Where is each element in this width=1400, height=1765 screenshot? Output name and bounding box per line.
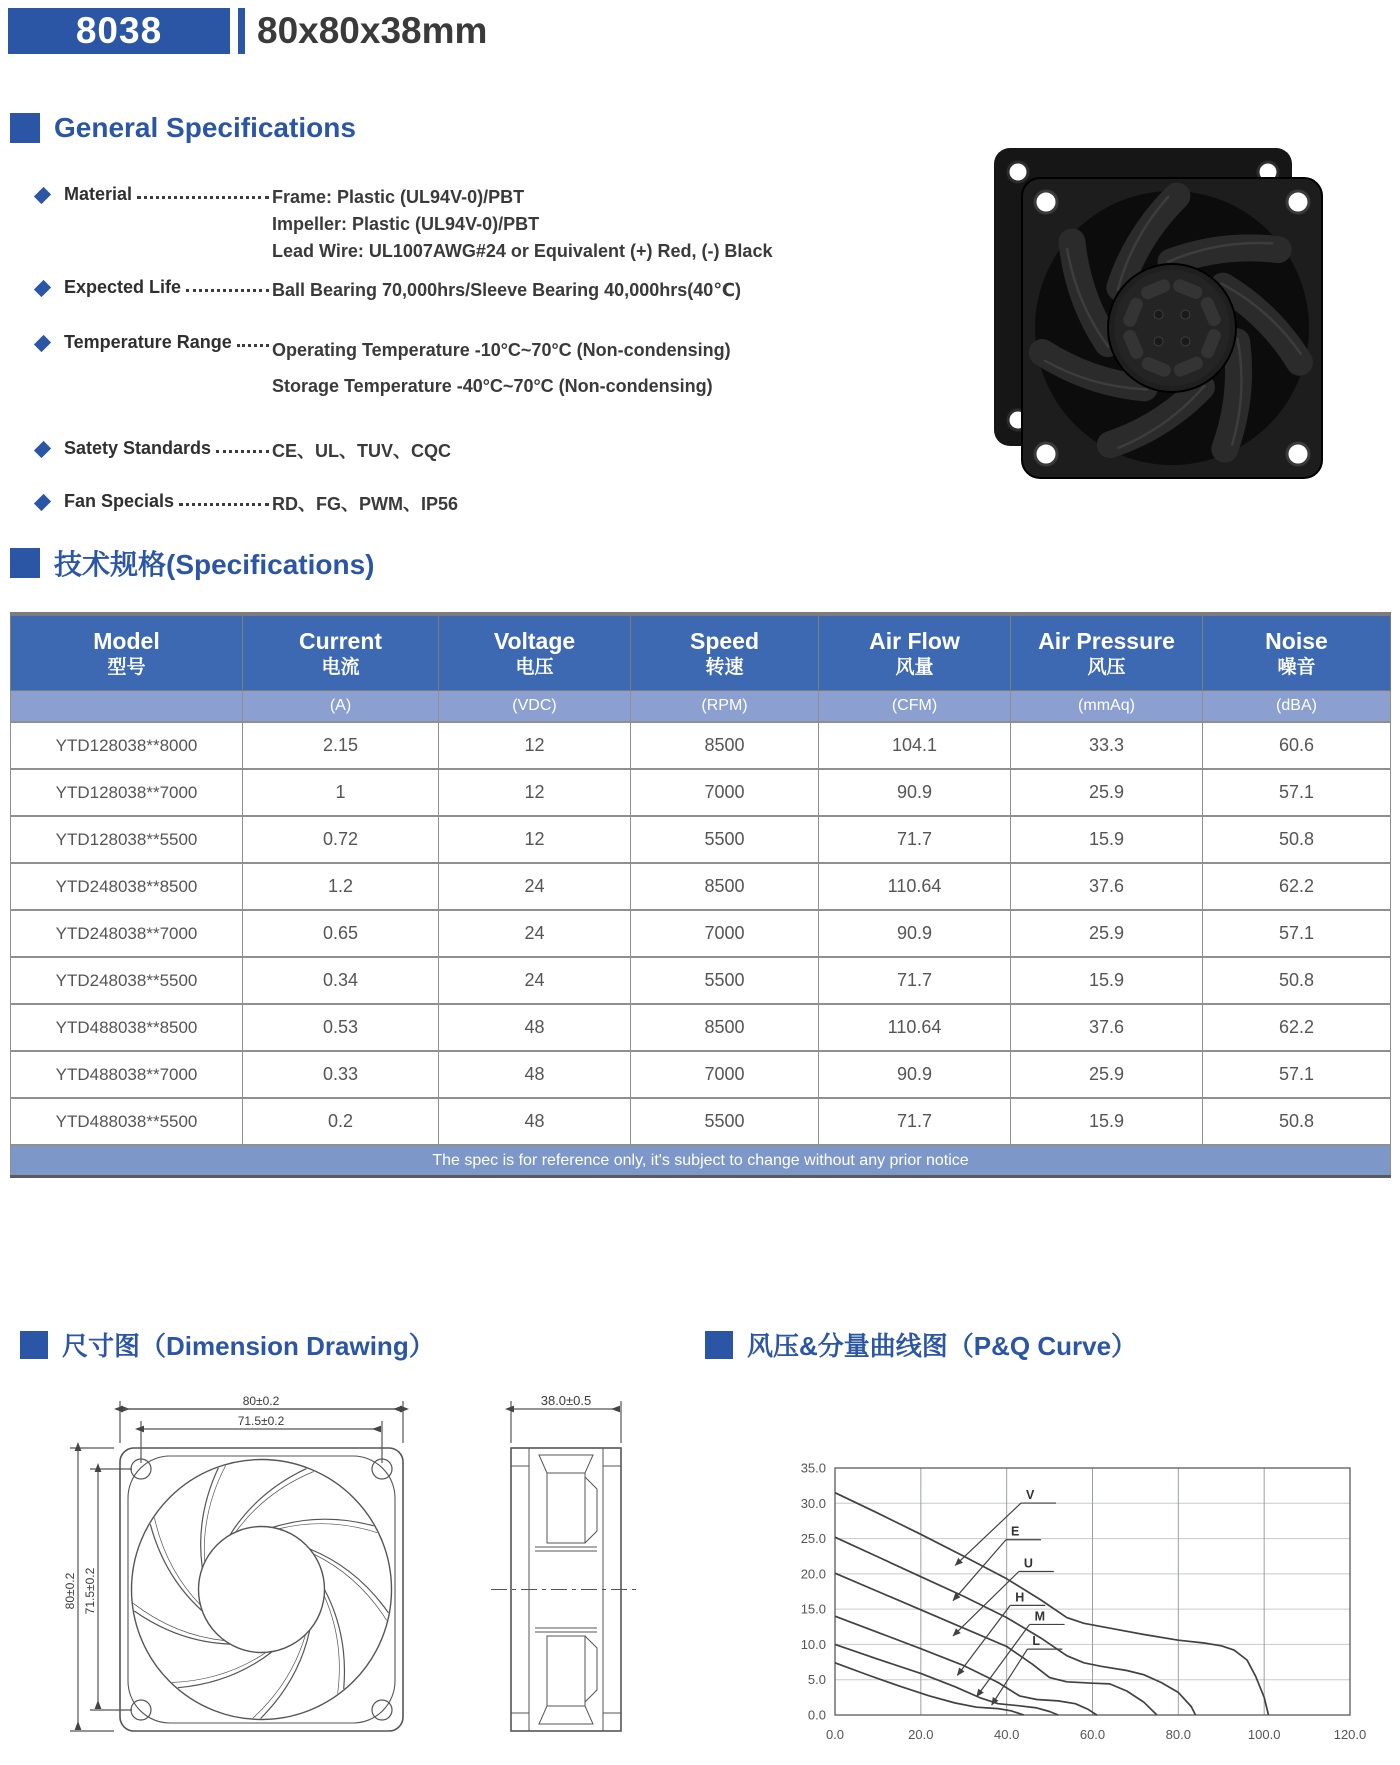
spec-table-row — [11, 957, 1391, 1004]
spec-value-cell: 0.72 — [243, 816, 439, 863]
diamond-bullet-icon — [34, 494, 51, 511]
pq-curve-title — [705, 1326, 1137, 1363]
col-header-zh: 转速 — [705, 656, 744, 678]
curve-arrow — [957, 1605, 1010, 1675]
hub-screw — [1181, 310, 1190, 319]
spec-col-header-air-pressure — [1011, 614, 1203, 691]
dimension-drawing-title — [20, 1326, 435, 1363]
spec-value-cell: 2.15 — [243, 722, 439, 769]
spec-value-cell: 71.7 — [819, 1098, 1011, 1145]
spec-value-cell: 90.9 — [819, 769, 1011, 816]
spec-value-cell: 5500 — [631, 1098, 819, 1145]
spec-value-cell: 71.7 — [819, 816, 1011, 863]
spec-value-cell: 104.1 — [819, 722, 1011, 769]
spec-table-row — [11, 1098, 1391, 1145]
diamond-bullet-icon — [34, 187, 51, 204]
spec-table-row — [11, 910, 1391, 957]
spec-table-row — [11, 769, 1391, 816]
spec-value-cell: 12 — [439, 722, 631, 769]
spec-value-cell: 37.6 — [1011, 863, 1203, 910]
general-spec-label — [64, 332, 272, 353]
y-tick-label: 5.0 — [807, 1672, 826, 1688]
pq-curve-chart — [745, 1418, 1400, 1765]
front-blade-line — [154, 1518, 200, 1605]
front-blade-line — [279, 1524, 378, 1533]
specifications-section-title — [10, 543, 374, 583]
spec-value-cell: 0.33 — [243, 1051, 439, 1098]
front-blade-line — [178, 1652, 273, 1688]
spec-value-cell: 0.53 — [243, 1004, 439, 1051]
dim-front-left-inner: 71.5±0.2 — [83, 1567, 97, 1615]
fan-size-label: 80x80x38mm — [257, 10, 488, 51]
section-square-icon — [10, 548, 40, 578]
model-cell: YTD488038**5500 — [11, 1098, 243, 1145]
spec-col-header-model — [11, 614, 243, 691]
model-cell: YTD128038**5500 — [11, 816, 243, 863]
curve-label-E: E — [1010, 1524, 1020, 1539]
dimension-drawing — [62, 1393, 681, 1745]
spec-value-cell: 5500 — [631, 957, 819, 1004]
model-cell: YTD248038**8500 — [11, 863, 243, 910]
pq-curve-E — [835, 1537, 1196, 1715]
y-tick-label: 0.0 — [807, 1707, 826, 1723]
hub-screw — [1154, 337, 1163, 346]
general-spec-label — [64, 438, 272, 459]
section-square-icon — [20, 1331, 48, 1359]
general-spec-item — [10, 332, 860, 404]
col-header-en: Air Pressure — [1038, 627, 1175, 654]
model-cell: YTD128038**8000 — [11, 722, 243, 769]
spec-col-unit: (dBA) — [1203, 691, 1391, 723]
spec-value-cell: 7000 — [631, 910, 819, 957]
fan-photo — [978, 128, 1340, 490]
spec-value-cell: 33.3 — [1011, 722, 1203, 769]
general-spec-label-text: Temperature Range — [64, 332, 232, 352]
spec-value-cell: 12 — [439, 769, 631, 816]
front-blade-line — [324, 1596, 339, 1694]
page-header — [8, 8, 487, 54]
dotted-leader — [216, 438, 269, 453]
x-tick-label: 40.0 — [994, 1727, 1020, 1742]
dotted-leader — [237, 332, 269, 347]
pq-curve-V — [835, 1493, 1269, 1715]
spec-value-cell: 0.65 — [243, 910, 439, 957]
dim-front-top-outer: 80±0.2 — [242, 1394, 280, 1408]
pq-title-text: 风压&分量曲线图（P&Q Curve） — [747, 1331, 1138, 1361]
spec-value-cell: 48 — [439, 1098, 631, 1145]
spec-col-header-air-flow — [819, 614, 1011, 691]
dim-front-left-outer: 80±0.2 — [63, 1572, 77, 1610]
spec-value-cell: 57.1 — [1203, 1051, 1391, 1098]
spec-value-cell: 15.9 — [1011, 957, 1203, 1004]
spec-value-cell: 50.8 — [1203, 957, 1391, 1004]
general-spec-values — [272, 184, 860, 265]
spec-value-cell: 12 — [439, 816, 631, 863]
spec-value-cell: 62.2 — [1203, 1004, 1391, 1051]
col-header-zh: 风量 — [895, 656, 934, 678]
y-tick-label: 10.0 — [800, 1636, 826, 1652]
col-header-en: Speed — [689, 627, 760, 654]
pq-curve-svg — [745, 1418, 1400, 1760]
spec-value-cell: 24 — [439, 863, 631, 910]
front-view-outline — [120, 1448, 403, 1731]
curve-label-V: V — [1025, 1488, 1035, 1503]
y-tick-label: 30.0 — [800, 1495, 826, 1511]
dotted-leader — [137, 184, 269, 199]
general-spec-value-line: RD、FG、PWM、IP56 — [272, 494, 459, 514]
spec-value-cell: 15.9 — [1011, 816, 1203, 863]
spec-value-cell: 48 — [439, 1051, 631, 1098]
spec-value-cell: 0.34 — [243, 957, 439, 1004]
front-blade-line — [253, 1635, 306, 1719]
y-tick-label: 25.0 — [800, 1531, 826, 1547]
spec-col-unit — [11, 691, 243, 723]
spec-col-header-noise — [1203, 614, 1391, 691]
model-cell: YTD248038**7000 — [11, 910, 243, 957]
spec-table-row — [11, 722, 1391, 769]
general-spec-label — [64, 184, 272, 205]
general-spec-item — [10, 438, 860, 465]
spec-value-cell: 7000 — [631, 1051, 819, 1098]
general-spec-value-line: CE、UL、TUV、CQC — [272, 441, 451, 461]
front-blade-line — [236, 1472, 314, 1533]
y-tick-label: 15.0 — [800, 1601, 826, 1617]
spec-table-row — [11, 816, 1391, 863]
general-spec-value-line: Frame: Plastic (UL94V-0)/PBT — [272, 187, 525, 207]
spec-value-cell: 50.8 — [1203, 1098, 1391, 1145]
dim-front-top-inner: 71.5±0.2 — [237, 1414, 285, 1428]
col-header-zh: 噪音 — [1277, 656, 1316, 678]
general-spec-label-text: Material — [64, 184, 133, 204]
diamond-bullet-icon — [34, 280, 51, 297]
col-header-zh: 电流 — [321, 656, 360, 678]
general-spec-values — [272, 438, 860, 465]
x-tick-label: 0.0 — [825, 1727, 845, 1742]
general-specs-title-text: General Specifications — [54, 112, 356, 143]
y-tick-label: 20.0 — [800, 1566, 826, 1582]
hub-screw — [1181, 337, 1190, 346]
curve-label-H: H — [1015, 1590, 1025, 1605]
curve-arrow — [953, 1572, 1019, 1636]
dotted-leader — [186, 277, 269, 292]
spec-value-cell: 57.1 — [1203, 910, 1391, 957]
curve-label-M: M — [1034, 1609, 1045, 1624]
spec-table-units-row — [11, 691, 1391, 723]
dim-side-depth: 38.0±0.5 — [540, 1393, 592, 1408]
spec-value-cell: 25.9 — [1011, 769, 1203, 816]
spec-table-wrap — [10, 612, 1390, 1178]
model-cell: YTD488038**7000 — [11, 1051, 243, 1098]
diamond-bullet-icon — [34, 335, 51, 352]
general-spec-values — [272, 277, 860, 304]
spec-value-cell: 50.8 — [1203, 816, 1391, 863]
front-blade-line — [133, 1603, 225, 1640]
general-spec-value-line: Operating Temperature -10°C~70°C (Non-condensing) — [272, 340, 731, 360]
spec-table — [10, 612, 1391, 1178]
spec-value-cell: 8500 — [631, 722, 819, 769]
general-spec-item — [10, 277, 860, 304]
general-spec-label — [64, 491, 272, 512]
general-spec-values — [272, 491, 860, 518]
fan-photo-hub — [1108, 264, 1236, 392]
general-spec-value-line: Impeller: Plastic (UL94V-0)/PBT — [272, 214, 540, 234]
spec-value-cell: 1 — [243, 769, 439, 816]
spec-col-header-voltage — [439, 614, 631, 691]
model-cell: YTD128038**7000 — [11, 769, 243, 816]
spec-value-cell: 110.64 — [819, 1004, 1011, 1051]
header-divider — [238, 8, 245, 54]
spec-table-row — [11, 1051, 1391, 1098]
spec-value-cell: 60.6 — [1203, 722, 1391, 769]
col-header-en: Voltage — [493, 627, 576, 654]
col-header-en: Air Flow — [869, 627, 960, 654]
general-spec-label-text: Expected Life — [64, 277, 182, 297]
col-header-zh: 电压 — [515, 656, 554, 678]
spec-value-cell: 5500 — [631, 816, 819, 863]
spec-value-cell: 1.2 — [243, 863, 439, 910]
general-spec-item — [10, 491, 860, 518]
spec-table-footnote: The spec is for reference only, it's subject to change without any prior notice — [11, 1145, 1391, 1177]
general-spec-value-line: Storage Temperature -40°C~70°C (Non-condensing) — [272, 376, 713, 396]
spec-value-cell: 110.64 — [819, 863, 1011, 910]
dimension-front-view — [62, 1393, 417, 1745]
spec-value-cell: 37.6 — [1011, 1004, 1203, 1051]
spec-value-cell: 15.9 — [1011, 1098, 1203, 1145]
spec-value-cell: 8500 — [631, 1004, 819, 1051]
x-tick-label: 80.0 — [1165, 1727, 1191, 1742]
section-square-icon — [10, 113, 40, 143]
spec-value-cell: 24 — [439, 957, 631, 1004]
spec-table-row — [11, 1004, 1391, 1051]
x-tick-label: 120.0 — [1333, 1727, 1367, 1742]
spec-table-row — [11, 863, 1391, 910]
general-spec-value-line: Ball Bearing 70,000hrs/Sleeve Bearing 40,000hrs(40℃) — [272, 280, 742, 300]
dimension-side-view — [451, 1393, 681, 1745]
col-header-zh: 型号 — [107, 656, 146, 678]
y-tick-label: 35.0 — [800, 1460, 826, 1476]
spec-col-unit: (RPM) — [631, 691, 819, 723]
general-spec-value-line: Lead Wire: UL1007AWG#24 or Equivalent (+) Red, (-) Black — [272, 241, 773, 261]
spec-value-cell: 90.9 — [819, 910, 1011, 957]
spec-value-cell: 24 — [439, 910, 631, 957]
spec-col-unit: (A) — [243, 691, 439, 723]
col-header-zh: 风压 — [1087, 656, 1126, 678]
hub-screw — [1154, 310, 1163, 319]
spec-col-header-current — [243, 614, 439, 691]
spec-value-cell: 25.9 — [1011, 1051, 1203, 1098]
spec-value-cell: 7000 — [631, 769, 819, 816]
spec-value-cell: 8500 — [631, 863, 819, 910]
spec-table-header-row — [11, 614, 1391, 691]
spec-value-cell: 25.9 — [1011, 910, 1203, 957]
x-tick-label: 100.0 — [1247, 1727, 1281, 1742]
general-specs-list — [10, 184, 860, 518]
general-specs-title — [10, 112, 860, 144]
spec-col-unit: (mmAq) — [1011, 691, 1203, 723]
section-square-icon — [705, 1331, 733, 1359]
general-spec-label — [64, 277, 272, 298]
front-blade-line — [310, 1549, 389, 1613]
diamond-bullet-icon — [34, 441, 51, 458]
curve-label-L: L — [1032, 1634, 1041, 1649]
model-cell: YTD488038**8500 — [11, 1004, 243, 1051]
front-dim-labels — [63, 1394, 285, 1614]
spec-value-cell: 90.9 — [819, 1051, 1011, 1098]
curve-label-U: U — [1023, 1556, 1033, 1571]
spec-value-cell: 0.2 — [243, 1098, 439, 1145]
col-header-en: Model — [93, 627, 160, 654]
spec-col-unit: (VDC) — [439, 691, 631, 723]
x-tick-label: 60.0 — [1079, 1727, 1106, 1742]
spec-col-unit: (CFM) — [819, 691, 1011, 723]
x-tick-label: 20.0 — [908, 1727, 934, 1742]
col-header-en: Noise — [1265, 627, 1328, 654]
spec-value-cell: 71.7 — [819, 957, 1011, 1004]
general-spec-label-text: Fan Specials — [64, 491, 175, 511]
spec-value-cell: 62.2 — [1203, 863, 1391, 910]
front-view-blades — [133, 1466, 388, 1719]
general-specifications-section — [10, 112, 860, 518]
pq-curve-H — [835, 1616, 1097, 1715]
model-code-badge: 8038 — [8, 8, 230, 54]
dotted-leader — [179, 491, 269, 506]
front-blade-line — [150, 1524, 202, 1611]
model-cell: YTD248038**5500 — [11, 957, 243, 1004]
specifications-title-text: 技术规格(Specifications) — [54, 549, 375, 580]
spec-col-header-speed — [631, 614, 819, 691]
col-header-en: Current — [298, 627, 383, 654]
front-blade-line — [172, 1652, 266, 1682]
general-spec-values — [272, 332, 860, 404]
general-spec-label-text: Satety Standards — [64, 438, 212, 458]
dimension-title-text: 尺寸图（Dimension Drawing） — [62, 1331, 435, 1361]
spec-table-footnote-row — [11, 1145, 1391, 1177]
side-view-outline — [491, 1448, 641, 1731]
general-spec-item — [10, 184, 860, 265]
spec-value-cell: 48 — [439, 1004, 631, 1051]
spec-value-cell: 57.1 — [1203, 769, 1391, 816]
